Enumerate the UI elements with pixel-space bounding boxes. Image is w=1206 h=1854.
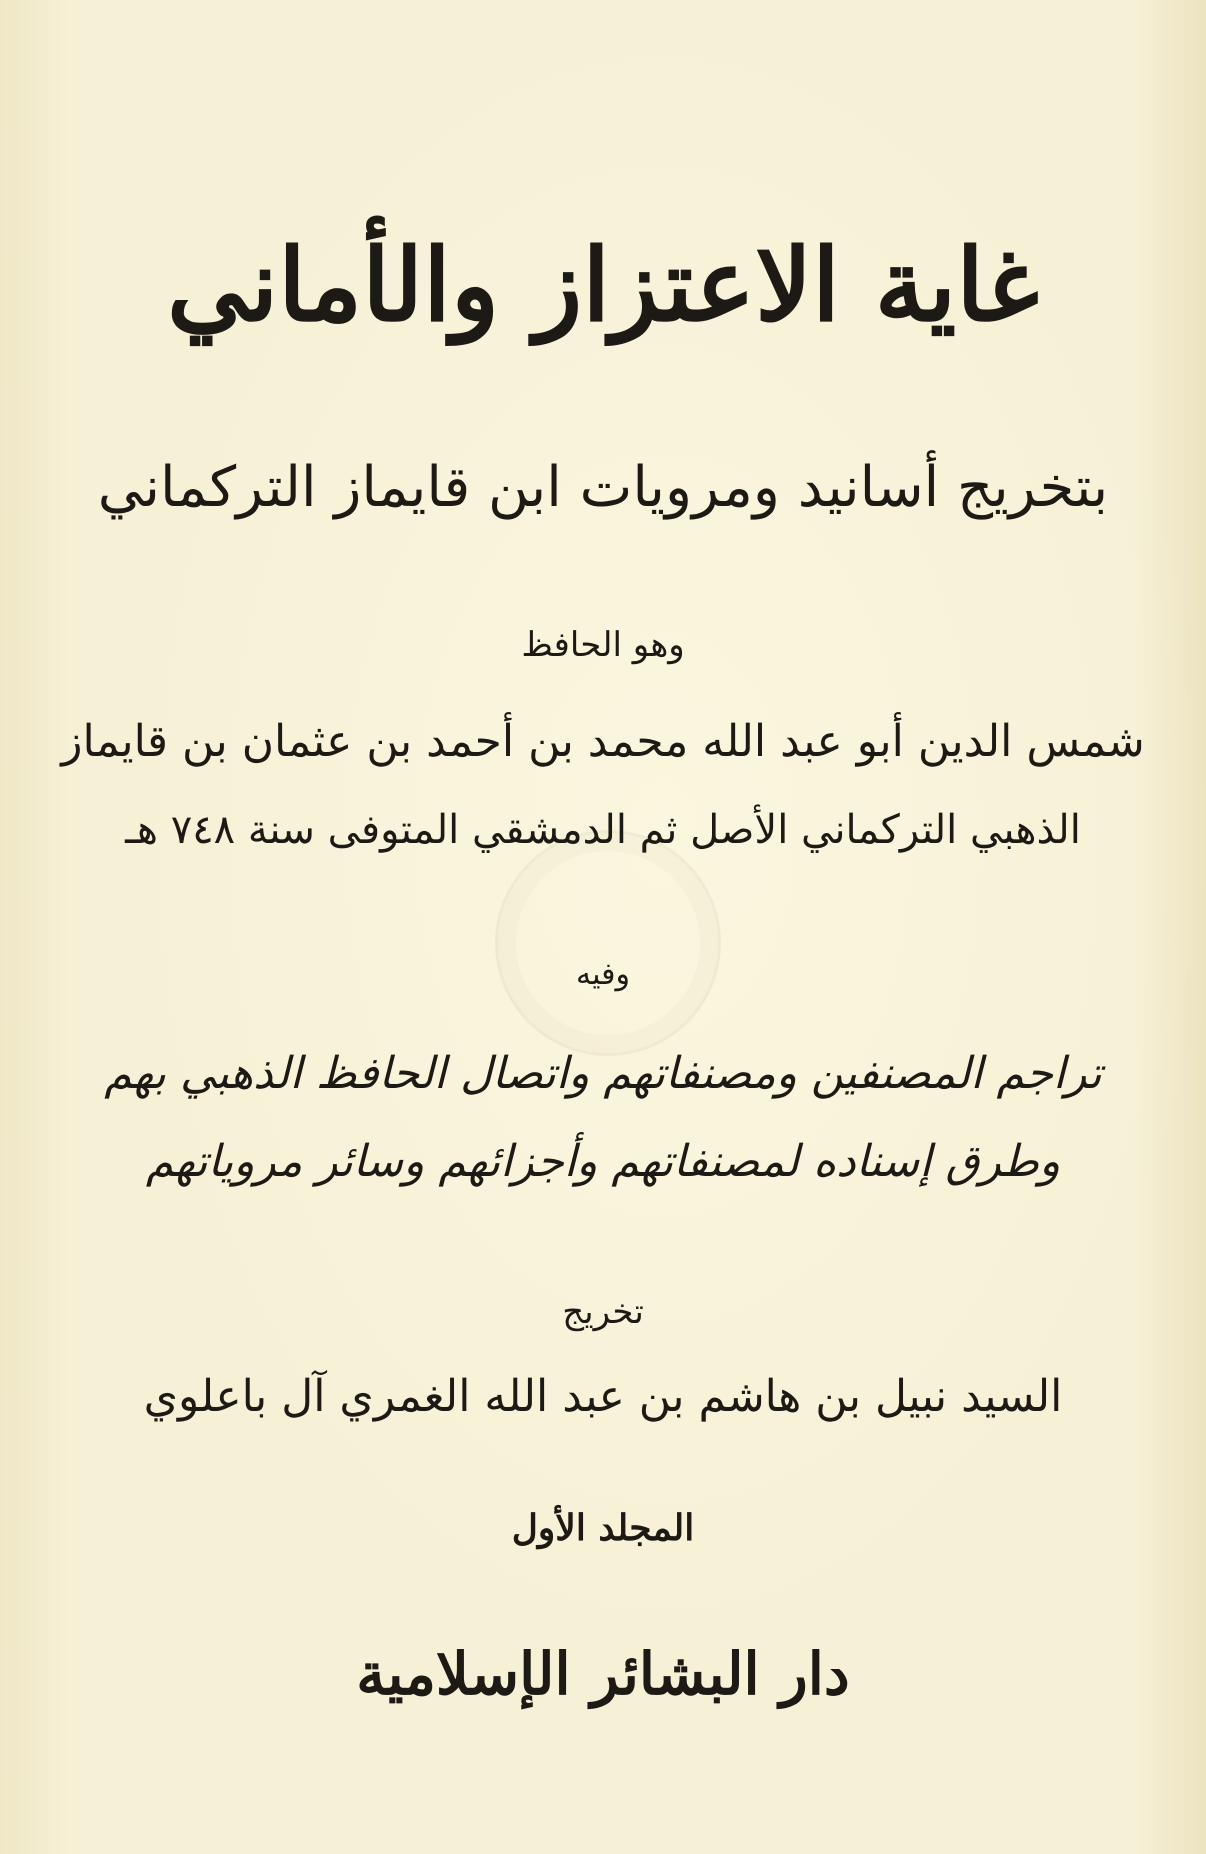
book-title: غاية الاعتزاز والأماني: [167, 226, 1039, 344]
contents-line-1: تراجم المصنفين ومصنفاتهم واتصال الحافظ الذهبي بهم: [104, 1048, 1102, 1099]
takhrij-label: تخريج: [562, 1292, 644, 1332]
author-name-line-2: الذهبي التركماني الأصل ثم الدمشقي المتوفى سنة ٧٤٨ هـ: [125, 807, 1081, 853]
author-name-line-1: شمس الدين أبو عبد الله محمد بن أحمد بن عثمان بن قايماز: [61, 716, 1145, 767]
publisher-name: دار البشائر الإسلامية: [356, 1640, 850, 1708]
contents-intro: وفيه: [576, 957, 630, 992]
book-subtitle: بتخريج أسانيد ومرويات ابن قايماز التركماني: [97, 455, 1109, 520]
volume-label: المجلد الأول: [511, 1507, 695, 1549]
contents-line-2: وطرق إسناده لمصنفاتهم وأجزائهم وسائر مروياتهم: [145, 1136, 1061, 1187]
faint-watermark-emblem: [495, 830, 721, 1056]
author-intro: وهو الحافظ: [521, 625, 685, 665]
editor-name: السيد نبيل بن هاشم بن عبد الله الغمري آل باعلوي: [143, 1371, 1063, 1422]
